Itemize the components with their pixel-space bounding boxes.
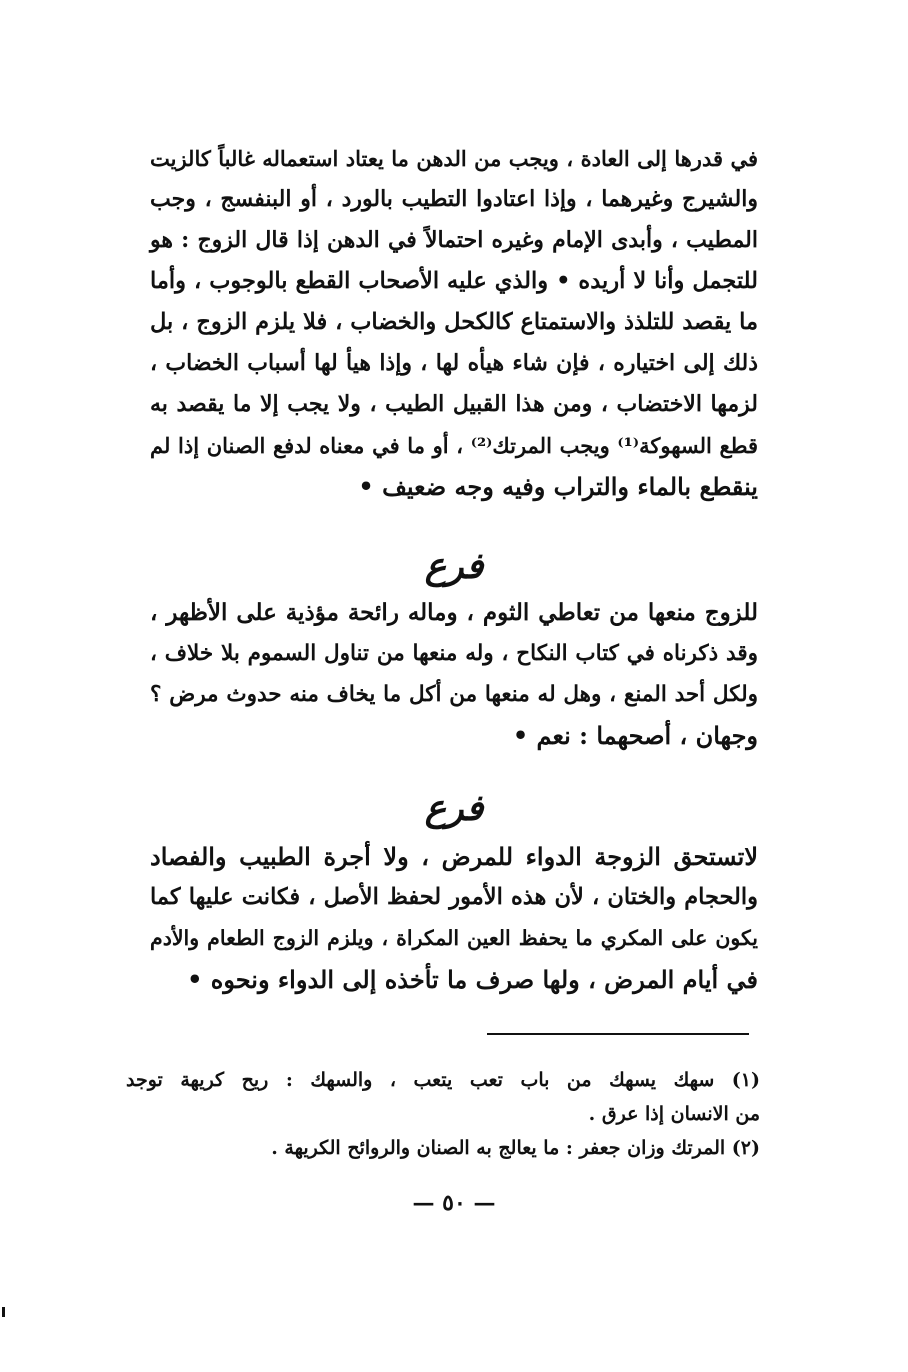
footnote-divider xyxy=(487,1033,749,1035)
section-heading-2: فرع xyxy=(424,787,484,829)
footnote-line: (٢) المرتك وزان جعفر : ما يعالج به الصنان والروائح الكريهة . xyxy=(271,1137,760,1159)
footnote-line: (١) سهك يسهك من باب تعب يتعب ، والسهك : ريح كريهة توجد xyxy=(126,1069,760,1091)
text-line: لزمها الاختضاب ، ومن هذا القبيل الطيب ، ولا يجب إلا ما يقصد به xyxy=(150,391,758,417)
paragraph-2 xyxy=(150,592,758,756)
paragraph-1 xyxy=(150,138,758,507)
text-line: المطيب ، وأبدى الإمام وغيره احتمالاً في الدهن إذا قال الزوج : هو xyxy=(150,227,758,253)
page-number: — ٥٠ — xyxy=(412,1190,496,1216)
text-line: للتجمل وأنا لا أريده • والذي عليه الأصحاب القطع بالوجوب ، وأما xyxy=(150,268,758,294)
text-line: ذلك إلى اختياره ، فإن شاء هيأه لها ، وإذا هيأ لها أسباب الخضاب ، xyxy=(150,350,758,376)
text-line: وجهان ، أصحهما : نعم • xyxy=(512,721,758,750)
footnote-line: من الانسان إذا عرق . xyxy=(588,1103,760,1125)
text-line: ما يقصد للتلذذ والاستمتاع كالكحل والخضاب ، فلا يلزم الزوج ، بل xyxy=(150,309,758,335)
footnotes xyxy=(126,1063,760,1165)
text-line: في قدرها إلى العادة ، ويجب من الدهن ما يعتاد استعماله غالباً كالزيت xyxy=(150,146,758,171)
text-line: لاتستحق الزوجة الدواء للمرض ، ولا أجرة الطبيب والفصاد xyxy=(150,842,758,871)
text-line: وقد ذكرناه في كتاب النكاح ، وله منعها من تناول السموم بلا خلاف ، xyxy=(150,641,758,666)
text-line: في أيام المرض ، ولها صرف ما تأخذه إلى الدواء ونحوه • xyxy=(187,965,758,994)
paragraph-3 xyxy=(150,836,758,1000)
section-heading-1: فرع xyxy=(424,545,484,587)
text-line: يكون على المكري ما يحفظ العين المكراة ، ويلزم الزوج الطعام والأدم xyxy=(150,926,758,950)
text-line: ينقطع بالماء والتراب وفيه وجه ضعيف • xyxy=(358,472,758,501)
scan-mark xyxy=(2,1307,5,1317)
text-line: قطع السهوكة⁽¹⁾ ويجب المرتك⁽²⁾ ، أو ما في معناه لدفع الصنان إذا لم xyxy=(150,433,758,458)
text-line: للزوج منعها من تعاطي الثوم ، وماله رائحة مؤذية على الأظهر ، xyxy=(150,599,758,626)
text-line: والحجام والختان ، لأن هذه الأمور لحفظ الأصل ، فكانت عليها كما xyxy=(150,884,758,910)
text-line: ولكل أحد المنع ، وهل له منعها من أكل ما يخاف منه حدوث مرض ؟ xyxy=(150,682,758,707)
text-line: والشيرج وغيرهما ، وإذا اعتادوا التطيب بالورد ، أو البنفسج ، وجب xyxy=(150,186,758,212)
